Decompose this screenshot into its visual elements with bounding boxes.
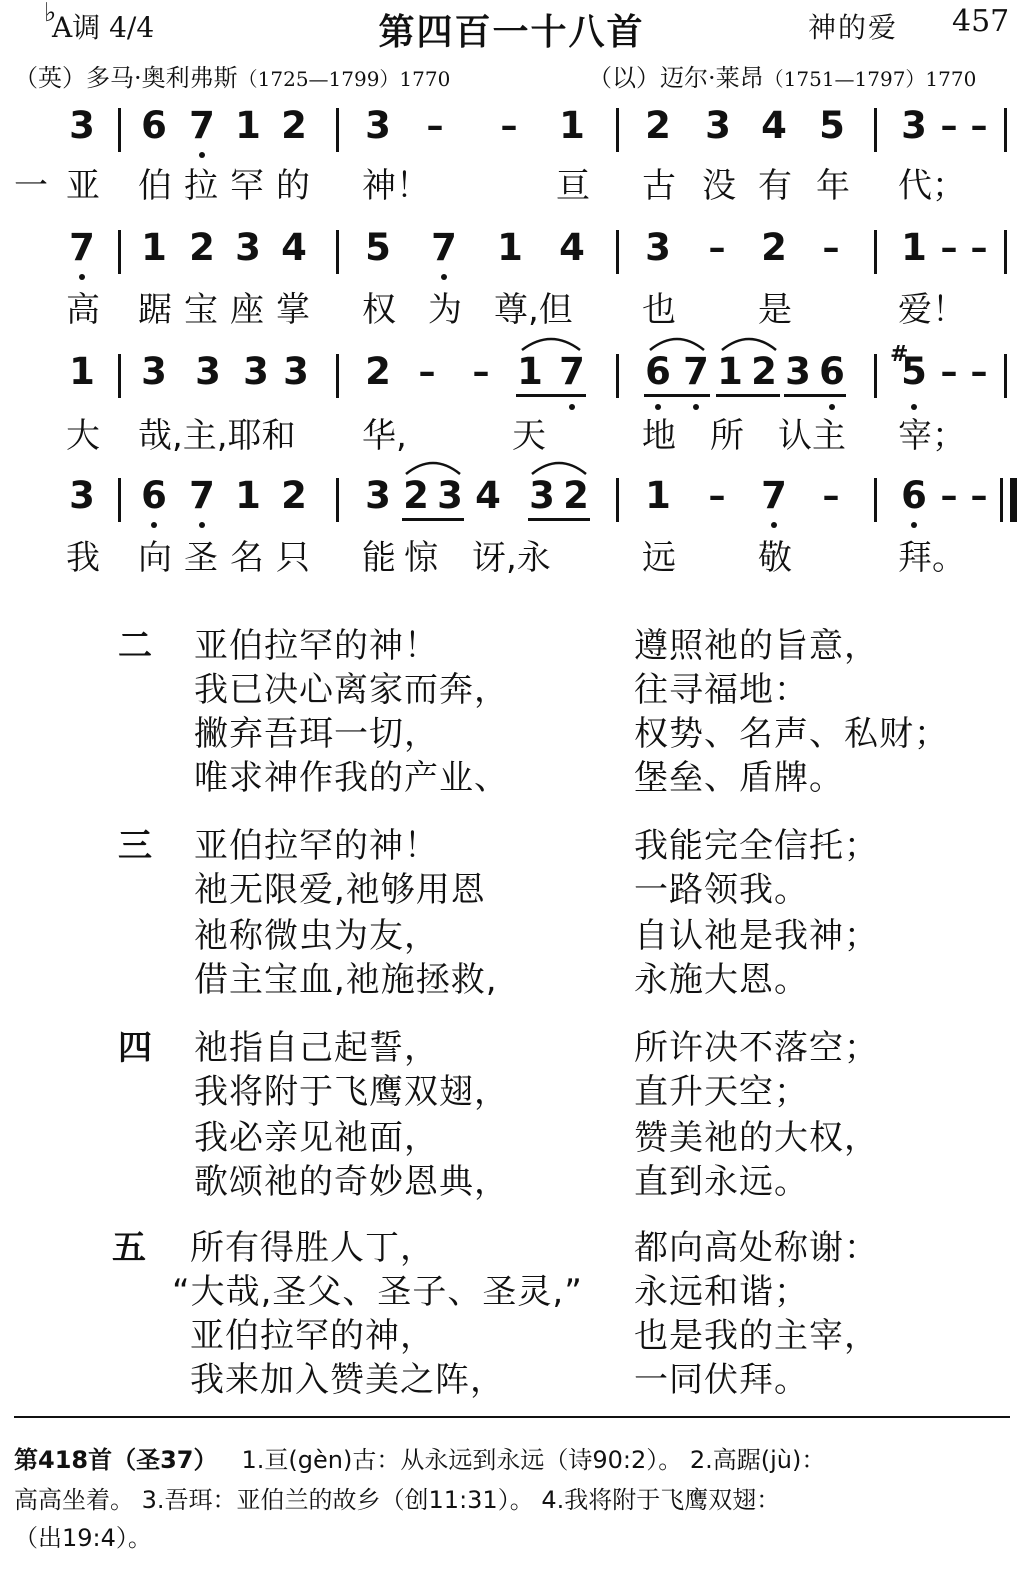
lyric: 掌 — [276, 290, 310, 330]
lyric: 是 — [758, 290, 792, 330]
stanza-line-b: 遵照祂的旨意， — [634, 626, 879, 666]
stanza-number: 四 — [118, 1028, 152, 1068]
dash: – — [708, 228, 726, 268]
barline — [118, 108, 121, 152]
lower-octave-dot — [199, 522, 205, 528]
notation-system-2 — [0, 224, 1023, 272]
composer-years: （1751—1797）1770 — [763, 67, 977, 91]
stanza-line-a: 所有得胜人丁， — [190, 1228, 435, 1268]
barline — [874, 108, 877, 152]
note: 7 — [683, 350, 709, 393]
note: 2 — [403, 474, 429, 517]
stanza-line-b: 赞美祂的大权， — [634, 1118, 879, 1158]
lyric: 远 — [642, 538, 676, 578]
dash: – — [970, 352, 988, 392]
barline — [616, 230, 619, 274]
note: 3 — [283, 350, 309, 393]
notation-system-4 — [0, 472, 1023, 520]
note: 4 — [559, 226, 585, 269]
lyric: 座 — [230, 290, 264, 330]
lyricist-credit — [14, 58, 450, 93]
lower-octave-dot — [771, 522, 777, 528]
hymn-title: 第四百一十八首 — [378, 12, 645, 53]
dash: – — [970, 106, 988, 146]
stanza-line-a: 亚伯拉罕的神！ — [194, 626, 439, 666]
stanza-number: 二 — [118, 626, 152, 666]
note: 3 — [69, 104, 95, 147]
note: 1 — [901, 226, 927, 269]
lyric: 能 — [362, 538, 396, 578]
slur — [648, 334, 706, 352]
note: 3 — [365, 104, 391, 147]
lyric: 拜。 — [898, 538, 966, 578]
lyric: 高 — [66, 290, 100, 330]
composer-credit — [588, 58, 976, 93]
stanza-line-b: 一同伏拜。 — [634, 1360, 809, 1400]
lyric: 惊 — [404, 538, 438, 578]
lyrics-line-3 — [0, 408, 1023, 456]
lyric: 我 — [66, 538, 100, 578]
dash: – — [940, 106, 958, 146]
dash: – — [418, 352, 436, 392]
note: 7 — [761, 474, 787, 517]
dash: – — [708, 476, 726, 516]
note: 3 — [365, 474, 391, 517]
note: 4 — [761, 104, 787, 147]
composer-name: （以）迈尔·莱昂 — [588, 64, 764, 92]
eighth-beam — [644, 394, 710, 397]
lyric: 认主 — [778, 416, 846, 456]
lyric: 年 — [816, 166, 850, 206]
note: 5 — [365, 226, 391, 269]
lyric: 宝 — [184, 290, 218, 330]
note: 2 — [281, 104, 307, 147]
note: 1 — [69, 350, 95, 393]
stanza-line-a: 借主宝血,祂施拯救, — [194, 960, 498, 1000]
lyric: 哉,主,耶和 — [138, 416, 296, 456]
note: 6 — [819, 350, 845, 393]
barline — [616, 478, 619, 522]
lyrics-line-1 — [0, 158, 1023, 206]
note: 3 — [243, 350, 269, 393]
note: 1 — [717, 350, 743, 393]
lyric: 有 — [758, 166, 792, 206]
footnote-divider — [14, 1416, 1010, 1418]
final-barline — [1010, 478, 1017, 522]
stanza-line-a: 亚伯拉罕的神， — [190, 1316, 435, 1356]
lyric: 没 — [702, 166, 736, 206]
lyric: 亘 — [556, 166, 590, 206]
lyrics-line-4 — [0, 530, 1023, 578]
note: 1 — [559, 104, 585, 147]
lyric: 地 — [642, 416, 676, 456]
dash: – — [940, 352, 958, 392]
key-signature: A调 4/4 — [52, 11, 155, 44]
note: 6 — [645, 350, 671, 393]
barline — [118, 354, 121, 398]
notation-system-1 — [0, 102, 1023, 150]
barline — [616, 108, 619, 152]
note: 2 — [189, 226, 215, 269]
note: 1 — [645, 474, 671, 517]
note: 2 — [751, 350, 777, 393]
note: 2 — [365, 350, 391, 393]
footnote-ref: 第418首（圣37） — [14, 1446, 218, 1474]
note: 6 — [901, 474, 927, 517]
note: 6 — [141, 474, 167, 517]
dash: – — [426, 106, 444, 146]
stanza-line-a: 撇弃吾珥一切， — [194, 714, 439, 754]
note: 2 — [281, 474, 307, 517]
stanza-line-a: 我必亲见祂面， — [194, 1118, 439, 1158]
note: 3 — [195, 350, 221, 393]
lyricist-name: （英）多马·奥利弗斯 — [14, 64, 238, 92]
barline — [1000, 478, 1003, 522]
lyrics-line-2 — [0, 282, 1023, 330]
barline — [1004, 354, 1007, 398]
stanza-line-b: 堡垒、盾牌。 — [634, 758, 844, 798]
barline — [336, 108, 339, 152]
note: 7 — [69, 226, 95, 269]
lyric: 伯 — [138, 166, 172, 206]
eighth-beam — [784, 394, 846, 397]
lyric: 大 — [66, 416, 100, 456]
lyric: 所 — [710, 416, 744, 456]
note: 1 — [235, 104, 261, 147]
dash: – — [472, 352, 490, 392]
lower-octave-dot — [911, 522, 917, 528]
dash: – — [940, 476, 958, 516]
stanza-line-a: 唯求神作我的产业、 — [194, 758, 509, 798]
stanza-line-b: 也是我的主宰， — [634, 1316, 879, 1356]
note: 3 — [437, 474, 463, 517]
eighth-beam — [528, 518, 590, 521]
barline — [874, 478, 877, 522]
eighth-beam — [402, 518, 464, 521]
lyric: 拉 — [184, 166, 218, 206]
note: 5 — [819, 104, 845, 147]
note: 6 — [141, 104, 167, 147]
lyric: 古 — [642, 166, 676, 206]
lyric: 权 — [362, 290, 396, 330]
note: 7 — [559, 350, 585, 393]
note: 1 — [497, 226, 523, 269]
note: 2 — [563, 474, 589, 517]
stanza-line-a: 我将附于飞鹰双翅， — [194, 1072, 509, 1112]
note: 4 — [281, 226, 307, 269]
lyric: 天 — [512, 416, 546, 456]
note: 7 — [189, 104, 215, 147]
stanza-line-b: 永施大恩。 — [634, 960, 809, 1000]
dash: – — [940, 228, 958, 268]
lower-octave-dot — [151, 522, 157, 528]
note: 2 — [645, 104, 671, 147]
note: 3 — [901, 104, 927, 147]
hymn-category: 神的爱 — [808, 11, 899, 44]
barline — [118, 478, 121, 522]
stanza-line-b: 永远和谐； — [634, 1272, 809, 1312]
dash: – — [822, 228, 840, 268]
stanza-line-b: 直到永远。 — [634, 1162, 809, 1202]
stanza-line-a: “大哉,圣父、圣子、圣灵,” — [172, 1272, 583, 1312]
dash: – — [500, 106, 518, 146]
barline — [1004, 108, 1007, 152]
stanza-line-b: 自认祂是我神； — [634, 916, 879, 956]
lyric: 为 — [428, 290, 462, 330]
slur — [530, 458, 588, 476]
lyric: 圣 — [184, 538, 218, 578]
lyric: 代； — [898, 166, 966, 206]
stanza-line-b: 直升天空； — [634, 1072, 809, 1112]
lower-octave-dot — [441, 274, 447, 280]
barline — [336, 478, 339, 522]
lyric: 神！ — [362, 166, 430, 206]
lyric: 只 — [276, 538, 310, 578]
lyric: 华, — [362, 416, 407, 456]
lyric: 也 — [642, 290, 676, 330]
note: 3 — [69, 474, 95, 517]
dash: – — [970, 476, 988, 516]
stanza-line-b: 往寻福地： — [634, 670, 809, 710]
dash: – — [970, 228, 988, 268]
lyric: 名 — [230, 538, 264, 578]
note: 2 — [761, 226, 787, 269]
lyric: 爱！ — [898, 290, 966, 330]
dash: – — [822, 476, 840, 516]
stanza-line-b: 权势、名声、私财； — [634, 714, 949, 754]
stanza-line-a: 祂称微虫为友， — [194, 916, 439, 956]
note: 4 — [475, 474, 501, 517]
stanza-line-a: 亚伯拉罕的神！ — [194, 826, 439, 866]
lyric: 踞 — [138, 290, 172, 330]
stanza-line-b: 所许决不落空； — [634, 1028, 879, 1068]
stanza-line-b: 我能完全信托； — [634, 826, 879, 866]
barline — [1004, 230, 1007, 274]
stanza-number: 三 — [118, 826, 152, 866]
eighth-beam — [716, 394, 780, 397]
lower-octave-dot — [79, 274, 85, 280]
stanza-line-a: 我来加入赞美之阵， — [190, 1360, 505, 1400]
lyric: 尊,但 — [494, 290, 573, 330]
note: 3 — [235, 226, 261, 269]
lyric: 讶,永 — [472, 538, 551, 578]
lyric: 宰； — [898, 416, 966, 456]
note: 7 — [189, 474, 215, 517]
stanza-line-a: 祂无限爱,祂够用恩 — [194, 870, 486, 910]
lyric: 一 — [14, 166, 48, 206]
note: 3 — [529, 474, 555, 517]
footnote-text: 1.亘(gèn)古：从永远到永远（诗90:2）。 2.高踞(jù)： — [241, 1446, 826, 1474]
note: 1 — [517, 350, 543, 393]
page-number: 457 — [952, 4, 1010, 39]
stanza-line-a: 我已决心离家而奔， — [194, 670, 509, 710]
lyric: 敬 — [758, 538, 792, 578]
lyric: 向 — [138, 538, 172, 578]
barline — [616, 354, 619, 398]
flat-sign: ♭ — [44, 0, 57, 28]
note: 3 — [705, 104, 731, 147]
slur — [520, 334, 582, 352]
lyric: 的 — [276, 166, 310, 206]
lyric: 亚 — [66, 166, 100, 206]
stanza-line-a: 歌颂祂的奇妙恩典， — [194, 1162, 509, 1202]
slur — [404, 458, 462, 476]
lyricist-years: （1725—1799）1770 — [237, 67, 451, 91]
note: 5 — [901, 350, 927, 393]
note: 3 — [645, 226, 671, 269]
stanza-number: 五 — [112, 1228, 146, 1268]
slur — [720, 334, 778, 352]
note: 3 — [785, 350, 811, 393]
barline — [118, 230, 121, 274]
barline — [336, 230, 339, 274]
eighth-beam — [516, 394, 586, 397]
notation-system-3 — [0, 342, 1023, 396]
stanza-line-b: 都向高处称谢： — [634, 1228, 879, 1268]
stanza-line-a: 祂指自己起誓， — [194, 1028, 439, 1068]
stanza-line-b: 一路领我。 — [634, 870, 809, 910]
barline — [874, 354, 877, 398]
note: 1 — [141, 226, 167, 269]
footnote-line-1 — [14, 1440, 825, 1475]
note: 1 — [235, 474, 261, 517]
footnote-line-2: 高高坐着。 3.吾珥：亚伯兰的故乡（创11:31）。 4.我将附于飞鹰双翅： — [14, 1486, 781, 1514]
note: 3 — [141, 350, 167, 393]
lyric: 罕 — [230, 166, 264, 206]
barline — [874, 230, 877, 274]
sharp-sign: # — [890, 342, 909, 367]
note: 7 — [431, 226, 457, 269]
barline — [336, 354, 339, 398]
footnote-line-3: （出19:4）。 — [14, 1524, 152, 1552]
